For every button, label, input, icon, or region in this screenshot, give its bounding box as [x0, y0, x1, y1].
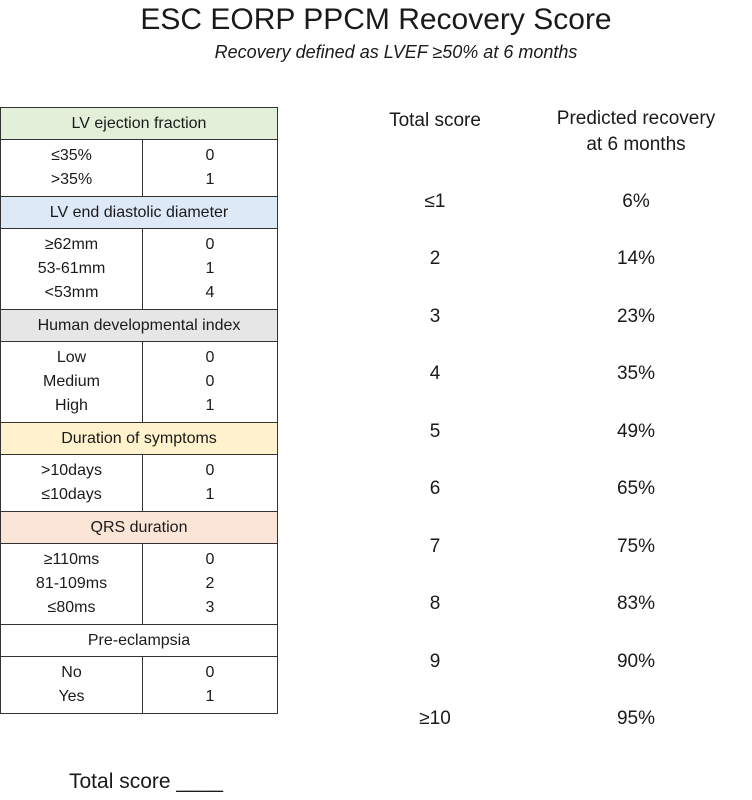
- predicted-recovery-value: 49%: [616, 420, 656, 442]
- predicted-recovery-value: 35%: [616, 363, 656, 385]
- recovery-row: [360, 461, 752, 519]
- criterion-points: 0: [205, 373, 215, 390]
- criterion-points: 0: [205, 462, 215, 479]
- total-score-value: 7: [429, 535, 441, 557]
- total-score-value: 5: [429, 420, 441, 442]
- criterion-points: 4: [205, 284, 215, 301]
- criterion-label: ≥62mm: [44, 236, 99, 253]
- predicted-recovery-value: 14%: [616, 248, 656, 270]
- total-score-value: ≥10: [419, 708, 451, 730]
- recovery-row: [360, 691, 752, 749]
- scoring-table: [0, 108, 278, 714]
- category-header-preeclampsia: Pre-eclampsia: [0, 624, 278, 657]
- total-score-value: 4: [429, 363, 441, 385]
- criterion-points: 0: [205, 236, 215, 253]
- category-body-lvef: [0, 139, 278, 197]
- recovery-row: [360, 288, 752, 346]
- criterion-points: 1: [205, 171, 215, 188]
- page-subtitle: Recovery defined as LVEF ≥50% at 6 months: [214, 42, 578, 62]
- total-score-value: 3: [429, 305, 441, 327]
- criterion-label: High: [55, 397, 88, 414]
- total-score-value: 8: [429, 593, 441, 615]
- recovery-row: [360, 346, 752, 404]
- recovery-row: [360, 173, 752, 231]
- total-score-value: 6: [429, 478, 441, 500]
- criterion-points: 1: [205, 688, 215, 705]
- criterion-label: Medium: [43, 373, 100, 390]
- column-header-predicted-line1: Predicted recovery: [556, 108, 716, 129]
- category-body-hdi: [0, 341, 278, 423]
- criterion-label: ≥110ms: [43, 551, 100, 568]
- criterion-label: 81-109ms: [35, 575, 108, 592]
- recovery-row: [360, 576, 752, 634]
- criterion-points: 1: [205, 486, 215, 503]
- recovery-table: [360, 106, 752, 748]
- category-body-preeclampsia: [0, 656, 278, 714]
- category-header-lvef: LV ejection fraction: [0, 107, 278, 140]
- predicted-recovery-value: 90%: [616, 650, 656, 672]
- criterion-points: 1: [205, 260, 215, 277]
- total-score-line: Total score ____: [69, 770, 224, 793]
- criterion-label: ≤35%: [51, 147, 92, 164]
- predicted-recovery-value: 65%: [616, 478, 656, 500]
- total-score-value: 2: [429, 248, 441, 270]
- recovery-row: [360, 633, 752, 691]
- recovery-row: [360, 518, 752, 576]
- recovery-row: [360, 403, 752, 461]
- category-header-duration: Duration of symptoms: [0, 422, 278, 455]
- category-body-lvedd: [0, 228, 278, 310]
- recovery-table-header: [360, 106, 752, 158]
- total-score-value: 9: [429, 650, 441, 672]
- column-header-predicted-line2: at 6 months: [586, 134, 686, 155]
- criterion-label: Low: [56, 349, 87, 366]
- category-body-duration: [0, 454, 278, 512]
- category-header-hdi: Human developmental index: [0, 309, 278, 342]
- criterion-points: 1: [205, 397, 215, 414]
- category-header-lvedd: LV end diastolic diameter: [0, 196, 278, 229]
- criterion-label: <53mm: [44, 284, 99, 301]
- column-header-predicted-recovery: [510, 106, 752, 158]
- predicted-recovery-value: 83%: [616, 593, 656, 615]
- page-title: ESC EORP PPCM Recovery Score: [140, 3, 612, 36]
- criterion-points: 0: [205, 664, 215, 681]
- predicted-recovery-value: 75%: [616, 535, 656, 557]
- criterion-points: 3: [205, 599, 215, 616]
- criterion-label: >35%: [50, 171, 93, 188]
- criterion-label: >10days: [41, 462, 102, 479]
- category-body-qrs: [0, 543, 278, 625]
- recovery-row: [360, 231, 752, 289]
- criterion-label: 53-61mm: [37, 260, 106, 277]
- criterion-points: 0: [205, 147, 215, 164]
- criterion-label: No: [61, 664, 82, 681]
- predicted-recovery-value: 6%: [622, 190, 650, 212]
- total-score-value: ≤1: [424, 190, 446, 212]
- predicted-recovery-value: 23%: [616, 305, 656, 327]
- criterion-points: 2: [205, 575, 215, 592]
- criterion-points: 0: [205, 551, 215, 568]
- criterion-label: ≤80ms: [47, 599, 96, 616]
- category-header-qrs: QRS duration: [0, 511, 278, 544]
- predicted-recovery-value: 95%: [616, 708, 656, 730]
- column-header-total-score: Total score: [389, 110, 481, 131]
- criterion-points: 0: [205, 349, 215, 366]
- criterion-label: ≤10days: [41, 486, 102, 503]
- criterion-label: Yes: [58, 688, 85, 705]
